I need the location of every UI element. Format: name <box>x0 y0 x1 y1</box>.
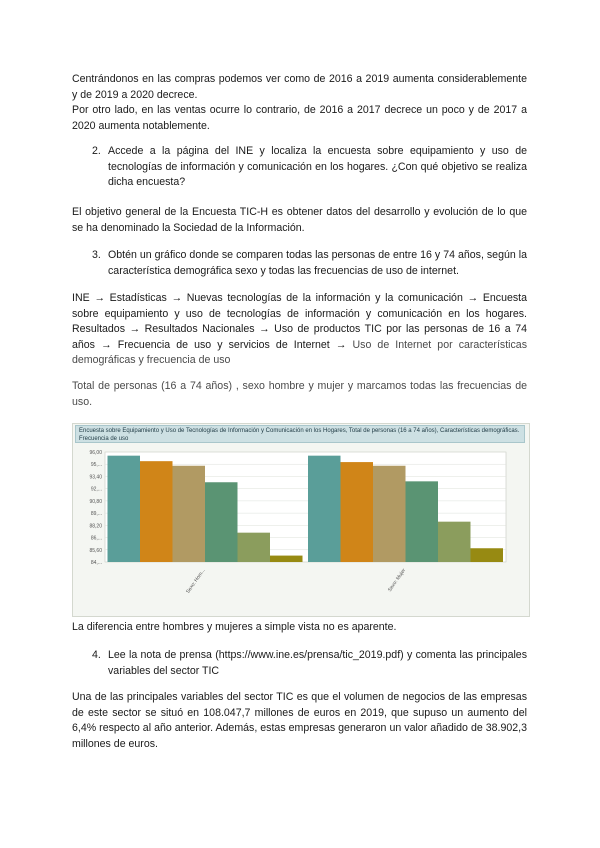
question-2 <box>92 144 527 191</box>
y-tick-label: 89,... <box>90 511 102 518</box>
x-category-label: Sexo: Hom... <box>185 567 207 595</box>
bar <box>270 556 303 562</box>
intro-line-1: Centrándonos en las compras podemos ver como de 2016 a 2019 aumenta considerablemente y de 2019 a 2020 decrece. <box>72 73 527 101</box>
bar-chart <box>72 423 530 617</box>
y-tick-label: 86,... <box>90 535 102 542</box>
intro-paragraph <box>72 72 527 134</box>
y-tick-label: 84,... <box>90 560 102 566</box>
question-2-number: 2. <box>92 145 101 157</box>
question-3-number: 3. <box>92 249 101 261</box>
question-4-text: Lee la nota de prensa (https://www.ine.es/prensa/tic_2019.pdf) y comenta las principales variables del sector TIC <box>108 649 527 677</box>
question-2-text: Accede a la página del INE y localiza la encuesta sobre equipamiento y uso de tecnologías de información y comunicación en los hogares. ¿Con qué objetivo se realiza dicha encuesta? <box>108 145 527 189</box>
bar <box>308 456 341 562</box>
answer-2: El objetivo general de la Encuesta TIC-H es obtener datos del desarrollo y evolución de lo que se ha denominado la Sociedad de la Información. <box>72 206 527 234</box>
y-tick-label: 92,... <box>90 486 102 493</box>
question-3-text: Obtén un gráfico donde se comparen todas las personas de entre 16 y 74 años, según la característica demográfica sexo y todas las frecuencias de uso de internet. <box>108 249 527 277</box>
bar <box>108 456 141 562</box>
question-3 <box>92 248 527 279</box>
ine-navigation-path <box>72 291 527 369</box>
bar <box>406 481 439 562</box>
y-tick-label: 95,... <box>90 462 102 469</box>
selection-paragraph: Total de personas (16 a 74 años) , sexo hombre y mujer y marcamos todas las frecuencias de uso. <box>72 380 527 408</box>
chart-canvas <box>73 424 529 616</box>
bar <box>341 462 374 562</box>
answer-4: Una de las principales variables del sector TIC es que el volumen de negocios de las empresas de este sector se situó en 108.047,7 millones de euros en 2019, que supuso un aumento del 6,4% respecto al año anterior. Además, estas empresas generaron un valor añadido de 38.902,3 millones de euros. <box>72 691 527 750</box>
chart-title: Encuesta sobre Equipamiento y Uso de Tecnologías de Información y Comunicación en los Hogares, Total de personas (16 a 74 años), Características demográficas. Frecuencia de uso <box>75 425 525 443</box>
path-text: INE → Estadísticas → Nuevas tecnologías de la información y la comunicación → Encuesta sobre equipamiento y uso de tecnologías de información y comunicación en los hogares. Resultados → Resultados Nacionales → Uso de productos TIC por las personas de 16 a 74 años → Frecuencia de uso y servicios de Internet → <box>72 292 527 351</box>
bar <box>438 522 471 562</box>
question-4 <box>92 648 527 679</box>
difference-paragraph: La diferencia entre hombres y mujeres a simple vista no es aparente. <box>72 621 397 633</box>
y-tick-label: 85,60 <box>89 547 102 554</box>
y-tick-label: 93,40 <box>89 474 102 481</box>
bar <box>173 466 206 562</box>
y-tick-label: 96,00 <box>89 450 102 456</box>
bar <box>238 533 271 562</box>
y-tick-label: 88,20 <box>89 523 102 530</box>
question-4-number: 4. <box>92 649 101 661</box>
intro-line-2: Por otro lado, en las ventas ocurre lo contrario, de 2016 a 2017 decrece un poco y de 2017 a 2020 aumenta notablemente. <box>72 104 527 132</box>
bar <box>140 461 173 562</box>
y-tick-label: 90,80 <box>89 498 102 505</box>
bar <box>205 482 238 562</box>
path-tail: Uso de Internet por características demográficas y frecuencia de uso <box>72 338 527 367</box>
bar <box>471 548 504 562</box>
x-category-label: Sexo: Mujer <box>386 567 408 594</box>
bar <box>373 466 406 562</box>
